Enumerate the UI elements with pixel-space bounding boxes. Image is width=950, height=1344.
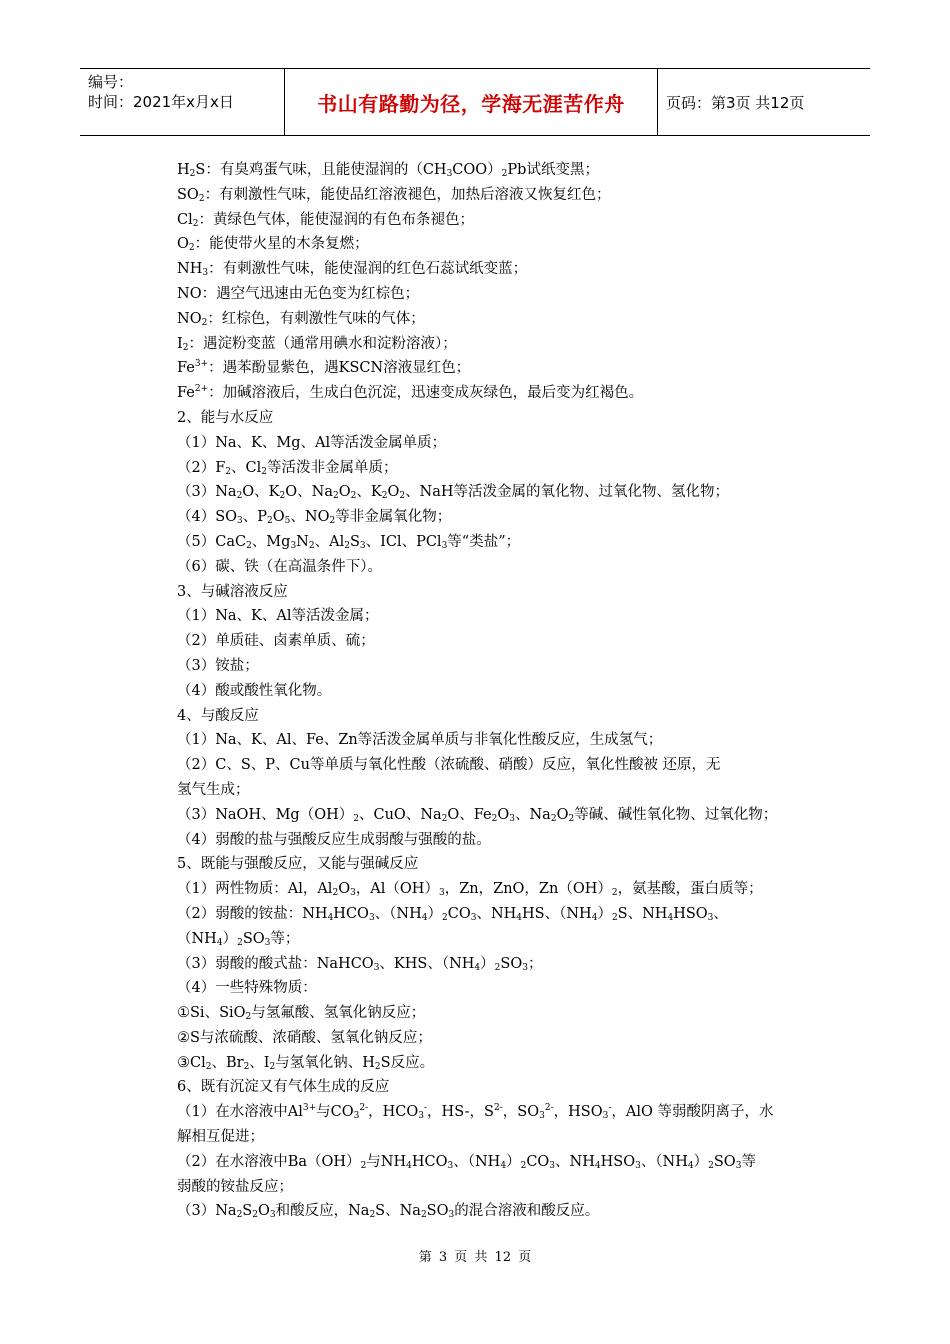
- text-line: （2）单质硅、卤素单质、硫；: [177, 633, 375, 650]
- text-line: 4、与酸反应: [177, 707, 259, 724]
- text-line: （4）一些特殊物质：: [177, 980, 317, 997]
- text-line: $SO_2$：有刺激性气味，能使品红溶液褪色，加热后溶液又恢复红色；: [177, 186, 611, 204]
- text-line: $H_2S$：有臭鸡蛋气味，且能使湿润的$(CH_3COO)_2Pb$试纸变黑；: [177, 162, 599, 179]
- page-header: [80, 68, 870, 136]
- text-line: （2）弱酸的铵盐：$NH_4HCO_3$、$(NH_4)_2CO_3$、$NH_4HS$、$(NH_4)_2S$、$NH_4HSO_3$、: [177, 905, 728, 923]
- header-left-cell: [80, 69, 284, 135]
- text-line: $Fe^{2+}$：加碱溶液后，生成白色沉淀，迅速变成灰绿色，最后变为红褐色。: [177, 384, 644, 402]
- motto: 书山有路勤为径，学海无涯苦作舟: [284, 69, 658, 135]
- text-line: $NO_2$：红棕色，有刺激性气味的气体；: [177, 310, 425, 328]
- text-line: 5、既能与强酸反应，又能与强碱反应: [177, 856, 419, 873]
- text-line: 3、与碱溶液反应: [177, 583, 288, 600]
- text-line: $NH_3$：有刺激性气味，能使湿润的红色石蕊试纸变蓝；: [177, 261, 528, 279]
- text-line: 2、能与水反应: [177, 409, 274, 426]
- text-line: （2）C、S、P、Cu等单质与氧化性酸（浓硫酸、硝酸）反应，氧化性酸被 还原，无: [177, 757, 721, 774]
- page-footer: 第 3 页 共 12 页: [418, 1250, 532, 1265]
- text-line: （5）CaC$_2$、$Mg_3N_2$、$Al_2S_3$、ICl、PCl$_3$等“类盐”；: [177, 533, 521, 551]
- text-line: （3）NaOH、$Mg(OH)_2$、CuO、$Na_2O$、$Fe_2O_3$、$Na_2O_2$等碱、碱性氧化物、过氧化物；: [177, 806, 778, 824]
- text-line: $Fe^{3+}$：遇苯酚显紫色，遇KSCN溶液显红色；: [177, 359, 471, 377]
- text-line: （2）在水溶液中$Ba(OH)_2$与$NH_4HCO_3$、$(NH_4)_2CO_3$、$NH_4HSO_3$、$(NH_4)_2SO_3$等: [177, 1153, 756, 1171]
- text-line: ②S与浓硫酸、浓硝酸、氢氧化钠反应；: [177, 1029, 432, 1046]
- text-line: $Cl_2$：黄绿色气体，能使湿润的有色布条褪色；: [177, 211, 474, 229]
- text-line: （1）两性物质：Al，$Al_2O_3$，$Al(OH)_3$，Zn，ZnO，$Zn(OH)_2$，氨基酸，蛋白质等；: [177, 881, 763, 899]
- text-line: （1）Na、K、Mg、Al等活泼金属单质；: [177, 434, 447, 451]
- text-line: （3）弱酸的酸式盐：NaHCO$_3$、KHS、$(NH_4)_2SO_3$；: [177, 955, 543, 973]
- page-label: 页码：第3页 共12页: [666, 93, 805, 112]
- document-body: [177, 158, 817, 1224]
- time-label: 时间：2021年x月x日: [88, 93, 234, 111]
- text-line: $(NH_4)_2SO_3$等；: [177, 930, 300, 948]
- text-line: ①Si、SiO$_2$与氢氟酸、氢氧化钠反应；: [177, 1005, 426, 1023]
- text-line: $(4)SO_3$、$P_2O_5$、$NO_2$等非金属氧化物；: [177, 509, 452, 527]
- text-line: $(3)Na_2S_2O_3$和酸反应，$Na_2S$、$Na_2SO_3$的混合溶液和酸反应。: [177, 1203, 600, 1221]
- code-label: 编号：: [88, 73, 134, 91]
- text-line: 解相互促进；: [177, 1129, 264, 1146]
- text-line: $I_2$：遇淀粉变蓝（通常用碘水和淀粉溶液）；: [177, 335, 457, 353]
- text-line: $③Cl_2$、$Br_2$、$I_2$与氢氧化钠、$H_2S$反应。: [177, 1054, 435, 1072]
- text-line: NO：遇空气迅速由无色变为红棕色；: [177, 285, 420, 302]
- text-line: （1）在水溶液中$Al^{3+}$与$CO_3^{2-}$，$HCO_3^-$，HS-，$S^{2-}$，$SO_3^{2-}$，$HSO_3^-$，AlO 等弱酸阴离子，水: [177, 1103, 774, 1122]
- text-line: 弱酸的铵盐反应；: [177, 1178, 293, 1195]
- text-line: （3）铵盐；: [177, 657, 259, 674]
- text-line: （4）酸或酸性氧化物。: [177, 682, 332, 699]
- text-line: 氢气生成；: [177, 781, 250, 798]
- text-line: （1）Na、K、Al等活泼金属；: [177, 608, 379, 625]
- text-line: $(3)Na_2O$、$K_2O$、$Na_2O_2$、$K_2O_2$、NaH等活泼金属的氧化物、过氧化物、氢化物；: [177, 484, 730, 502]
- text-line: （6）碳、铁（在高温条件下）。: [177, 558, 382, 575]
- text-line: （4）弱酸的盐与强酸反应生成弱酸与强酸的盐。: [177, 831, 491, 848]
- text-line: （1）Na、K、Al、Fe、Zn等活泼金属单质与非氧化性酸反应，生成氢气；: [177, 732, 663, 749]
- text-line: 6、既有沉淀又有气体生成的反应: [177, 1079, 390, 1096]
- text-line: $O_2$：能使带火星的木条复燃；: [177, 236, 369, 254]
- text-line: $(2)F_2$、$Cl_2$等活泼非金属单质；: [177, 459, 398, 477]
